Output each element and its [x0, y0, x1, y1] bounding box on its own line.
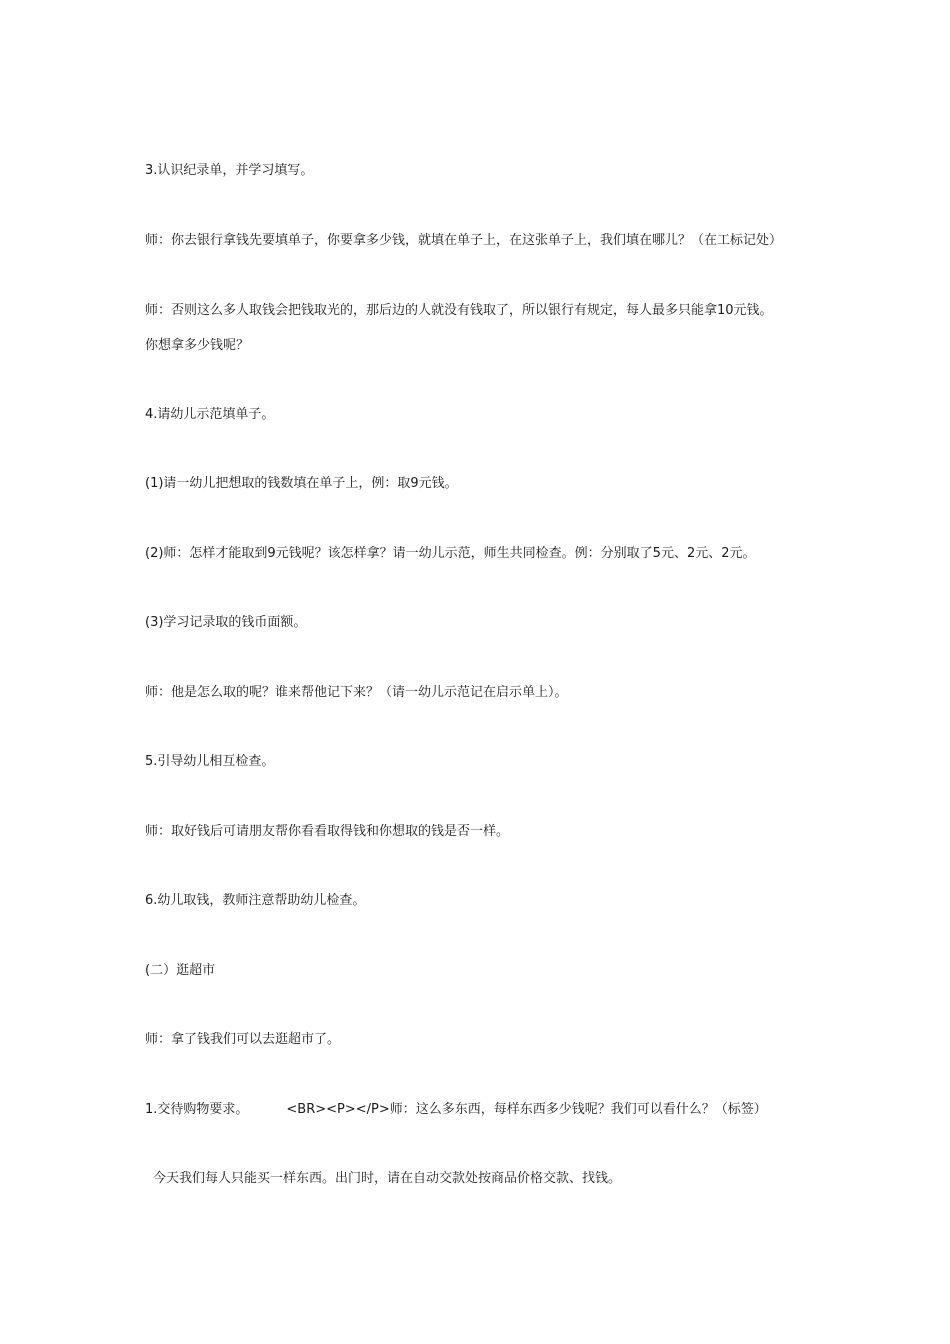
teacher-line-bank-form: 师：你去银行拿钱先要填单子，你要拿多少钱，就填在单子上，在这张单子上，我们填在哪儿？（在工标记处）: [145, 233, 783, 248]
step-4-heading: 4.请幼儿示范填单子。: [145, 407, 275, 422]
teacher-line-check: 师：取好钱后可请朋友帮你看看取得钱和你想取的钱是否一样。: [145, 824, 510, 839]
section-2-heading: (二）逛超市: [145, 963, 216, 978]
shopping-rule-line: 今天我们每人只能买一样东西。出门时，请在自动交款处按商品价格交款、找钱。: [153, 1171, 622, 1186]
teacher-line-price-tag: <BR><P></P>师：这么多东西，每样东西多少钱呢？我们可以看什么？（标签）: [286, 1102, 767, 1117]
substep-3: (3)学习记录取的钱币面额。: [145, 615, 307, 630]
teacher-line-supermarket: 师：拿了钱我们可以去逛超市了。: [145, 1032, 341, 1047]
teacher-line-question: 你想拿多少钱呢？: [145, 338, 250, 353]
step-5-heading: 5.引导幼儿相互检查。: [145, 754, 275, 769]
step-6-heading: 6.幼儿取钱，教师注意帮助幼儿检查。: [145, 893, 366, 908]
step-3-heading: 3.认识纪录单，并学习填写。: [145, 163, 314, 178]
shopping-requirements-heading: 1.交待购物要求。: [145, 1102, 249, 1117]
substep-1: (1)请一幼儿把想取的钱数填在单子上，例：取9元钱。: [145, 476, 458, 491]
substep-2: (2)师：怎样才能取到9元钱呢？该怎样拿？请一幼儿示范，师生共同检查。例：分别取了5元、2元、2元。: [145, 546, 756, 561]
teacher-line-record: 师：他是怎么取的呢？谁来帮他记下来？（请一幼儿示范记在启示单上）。: [145, 685, 568, 700]
shopping-requirements-line: [145, 1101, 767, 1119]
teacher-line-bank-rule: 师：否则这么多人取钱会把钱取光的，那后边的人就没有钱取了，所以银行有规定，每人最多只能拿10元钱。: [145, 303, 773, 318]
